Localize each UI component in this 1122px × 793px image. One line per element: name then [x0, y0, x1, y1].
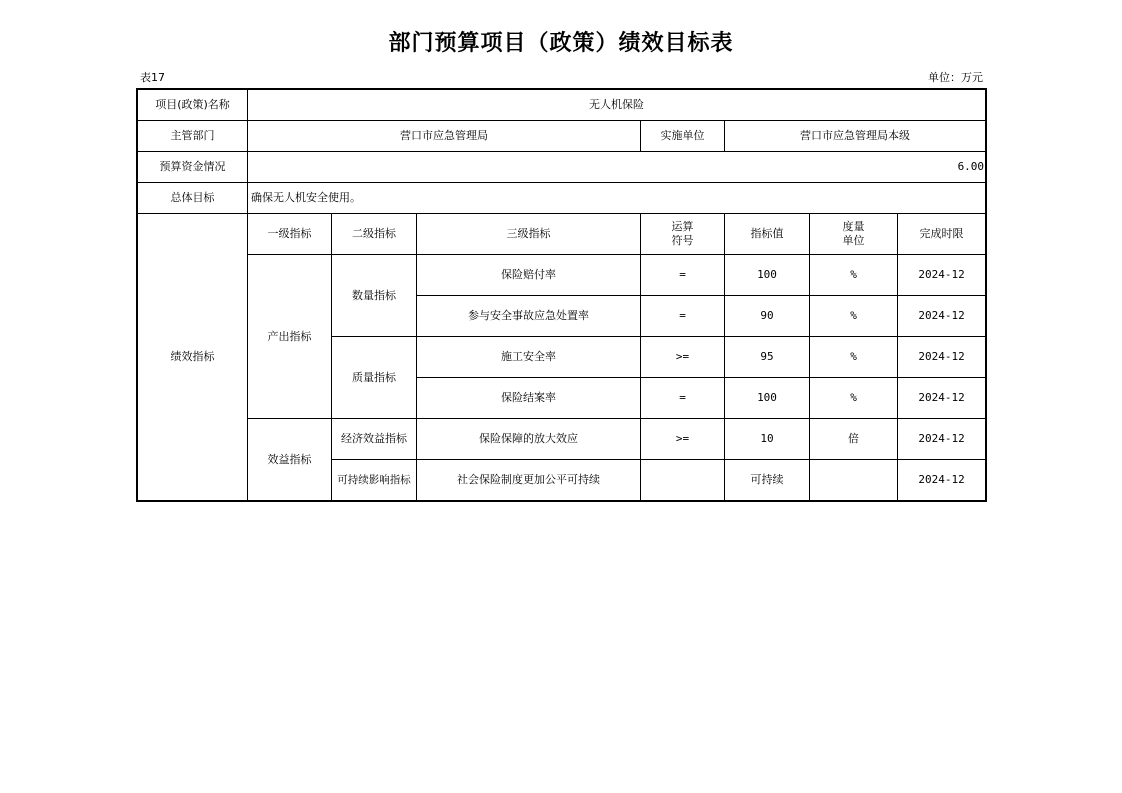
indicator-deadline: 2024-12	[898, 337, 986, 378]
indicator-operator: =	[641, 255, 725, 296]
level2-quantity: 数量指标	[332, 255, 417, 337]
header-unit-text: 度量 单位	[842, 220, 865, 247]
indicator-name: 参与安全事故应急处置率	[417, 296, 641, 337]
indicator-name: 保险保障的放大效应	[417, 419, 641, 460]
budget-value: 6.00	[248, 152, 986, 183]
header-level3: 三级指标	[417, 214, 641, 255]
indicator-deadline: 2024-12	[898, 255, 986, 296]
level2-sustain: 可持续影响指标	[332, 460, 417, 501]
indicator-value: 可持续	[725, 460, 810, 501]
dept-value: 营口市应急管理局	[248, 121, 641, 152]
header-level1: 一级指标	[248, 214, 332, 255]
indicator-operator: >=	[641, 419, 725, 460]
indicator-deadline: 2024-12	[898, 460, 986, 501]
indicator-row	[138, 419, 986, 460]
indicator-unit: %	[810, 337, 898, 378]
budget-label: 预算资金情况	[138, 152, 248, 183]
header-level2: 二级指标	[332, 214, 417, 255]
impl-value: 营口市应急管理局本级	[725, 121, 986, 152]
indicator-operator: =	[641, 378, 725, 419]
indicator-value: 100	[725, 255, 810, 296]
row-department	[138, 121, 986, 152]
header-value: 指标值	[725, 214, 810, 255]
indicator-operator: >=	[641, 337, 725, 378]
impl-label: 实施单位	[641, 121, 725, 152]
page-title: 部门预算项目（政策）绩效目标表	[388, 31, 734, 56]
indicator-value: 90	[725, 296, 810, 337]
indicator-row	[138, 255, 986, 296]
indicator-value: 100	[725, 378, 810, 419]
indicator-unit	[810, 460, 898, 501]
indicator-deadline: 2024-12	[898, 296, 986, 337]
unit-label: 单位：万元	[928, 71, 983, 84]
level2-quality: 质量指标	[332, 337, 417, 419]
dept-label: 主管部门	[138, 121, 248, 152]
level2-economic: 经济效益指标	[332, 419, 417, 460]
row-budget	[138, 152, 986, 183]
goal-label: 总体目标	[138, 183, 248, 214]
indicator-unit: %	[810, 296, 898, 337]
indicator-unit: 倍	[810, 419, 898, 460]
indicator-value: 95	[725, 337, 810, 378]
indicator-name: 施工安全率	[417, 337, 641, 378]
indicator-value: 10	[725, 419, 810, 460]
row-goal	[138, 183, 986, 214]
header-operator-text: 运算 符号	[671, 220, 694, 247]
table-number: 表17	[140, 71, 165, 84]
indicator-operator: =	[641, 296, 725, 337]
project-name-value: 无人机保险	[248, 90, 986, 121]
row-project-name	[138, 90, 986, 121]
indicator-unit: %	[810, 378, 898, 419]
indicator-unit: %	[810, 255, 898, 296]
header-operator	[641, 214, 725, 255]
performance-table	[137, 89, 986, 501]
indicator-operator	[641, 460, 725, 501]
indicator-name: 社会保险制度更加公平可持续	[417, 460, 641, 501]
header-unit	[810, 214, 898, 255]
indicator-deadline: 2024-12	[898, 419, 986, 460]
header-deadline: 完成时限	[898, 214, 986, 255]
indicator-header-row	[138, 214, 986, 255]
indicator-deadline: 2024-12	[898, 378, 986, 419]
project-name-label: 项目(政策)名称	[138, 90, 248, 121]
level1-output: 产出指标	[248, 255, 332, 419]
level1-benefit: 效益指标	[248, 419, 332, 501]
indicator-section-label: 绩效指标	[138, 214, 248, 501]
goal-value: 确保无人机安全使用。	[248, 183, 986, 214]
indicator-name: 保险赔付率	[417, 255, 641, 296]
indicator-name: 保险结案率	[417, 378, 641, 419]
